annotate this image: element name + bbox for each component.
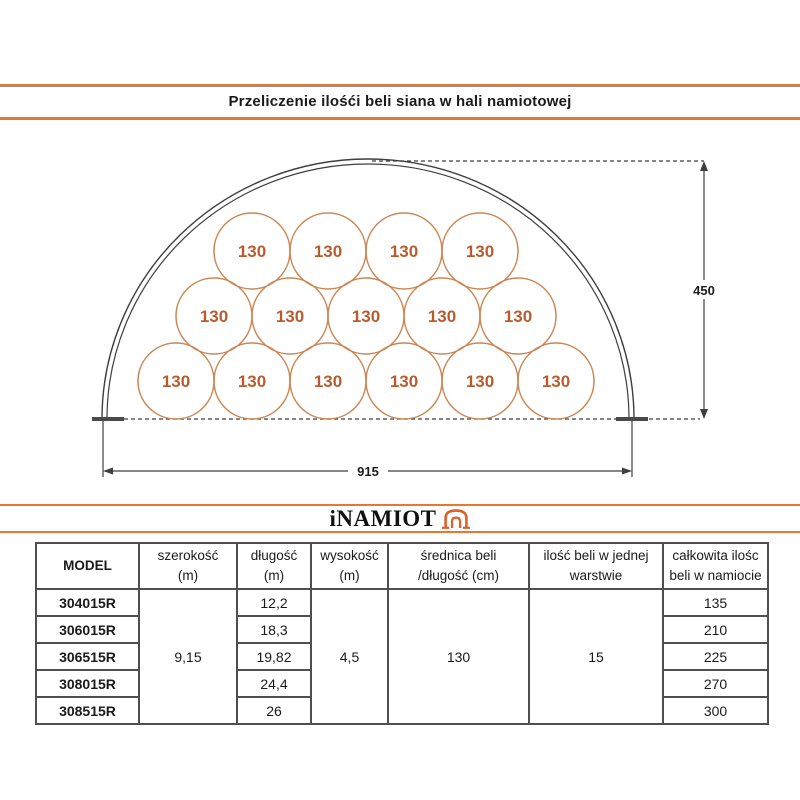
bale-label: 130 (237, 242, 267, 261)
arrow-right (622, 468, 632, 475)
bale-label: 130 (389, 242, 419, 261)
bale-label: 130 (465, 242, 495, 261)
bale-label: 130 (275, 307, 305, 326)
spec-table (35, 542, 769, 725)
height-dim-label: 450 (693, 283, 715, 298)
cell-szerokosc-merged: 9,15 (139, 589, 237, 724)
bale-label: 130 (427, 307, 457, 326)
table-row (36, 589, 768, 616)
logo-band (0, 504, 800, 533)
table-header-row (36, 543, 768, 589)
page-title: Przeliczenie ilośći beli siana w hali namiotowej (0, 86, 800, 118)
cell-model: 306015R (36, 616, 139, 643)
bale-label: 130 (351, 307, 381, 326)
cell-model: 304015R (36, 589, 139, 616)
arrow-down (700, 409, 708, 419)
header-wysokosc: wysokość (m) (311, 543, 388, 589)
bale-label: 130 (541, 372, 571, 391)
bale-label: 130 (313, 242, 343, 261)
width-dimension (103, 421, 632, 480)
cell-total: 210 (663, 616, 768, 643)
cell-total: 135 (663, 589, 768, 616)
cell-dlugosc: 24,4 (237, 670, 311, 697)
bale-group (138, 213, 594, 419)
cell-dlugosc: 19,82 (237, 643, 311, 670)
bale-label: 130 (199, 307, 229, 326)
ground-bar-right (616, 417, 648, 421)
logo-text: iNAMIOT (329, 506, 437, 531)
arrow-left (103, 468, 113, 475)
header-calkowita: całkowita ilośc beli w namiocie (663, 543, 768, 589)
cell-model: 306515R (36, 643, 139, 670)
arrow-up (700, 161, 708, 171)
bale-label: 130 (313, 372, 343, 391)
cell-model: 308015R (36, 670, 139, 697)
tent-arch-icon (441, 507, 471, 531)
header-dlugosc: długość (m) (237, 543, 311, 589)
cell-srednica-merged: 130 (388, 589, 529, 724)
width-dim-label: 915 (357, 464, 379, 479)
bale-label: 130 (503, 307, 533, 326)
bale-label: 130 (161, 372, 191, 391)
header-srednica: średnica beli /długość (cm) (388, 543, 529, 589)
cell-model: 308515R (36, 697, 139, 724)
bale-label: 130 (389, 372, 419, 391)
cell-dlugosc: 26 (237, 697, 311, 724)
height-dimension (688, 161, 721, 419)
cell-total: 300 (663, 697, 768, 724)
cell-dlugosc: 18,3 (237, 616, 311, 643)
cell-ilosc-merged: 15 (529, 589, 663, 724)
header-model: MODEL (36, 543, 139, 589)
cell-total: 270 (663, 670, 768, 697)
header-szerokosc: szerokość (m) (139, 543, 237, 589)
cell-total: 225 (663, 643, 768, 670)
header-ilosc-warstwa: ilość beli w jednej warstwie (529, 543, 663, 589)
cell-dlugosc: 12,2 (237, 589, 311, 616)
bale-label: 130 (465, 372, 495, 391)
cell-wysokosc-merged: 4,5 (311, 589, 388, 724)
bale-label: 130 (237, 372, 267, 391)
ground-bar-left (92, 417, 124, 421)
spec-table-wrap (35, 542, 769, 725)
